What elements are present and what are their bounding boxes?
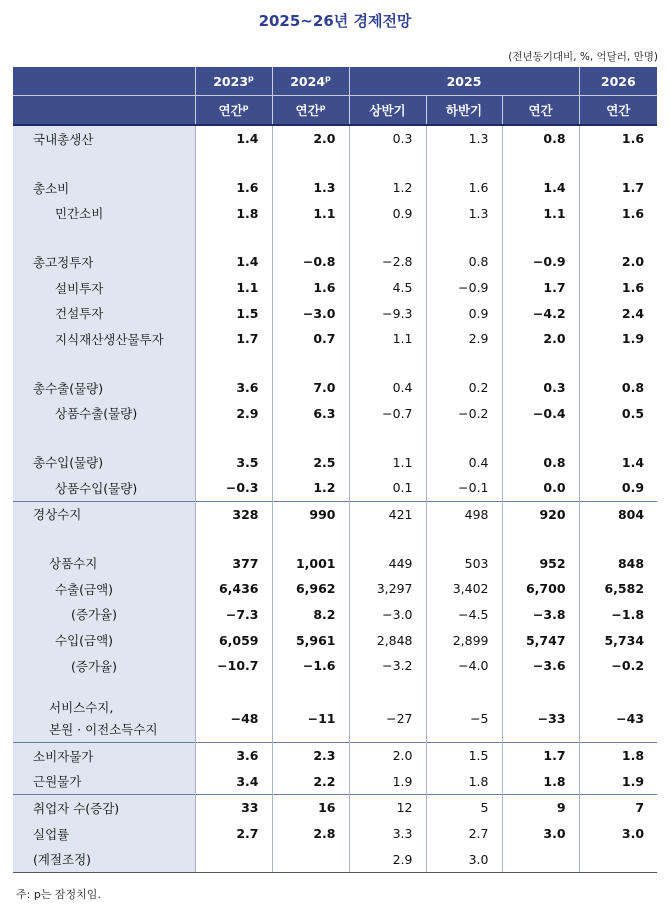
row-label: 설비투자 bbox=[13, 275, 195, 301]
value-cell: 1.7 bbox=[502, 275, 579, 301]
spacer-cell bbox=[579, 426, 657, 449]
value-cell: 0.1 bbox=[349, 475, 426, 501]
value-cell: 2.4 bbox=[579, 300, 657, 326]
row-label: 경상수지 bbox=[13, 501, 195, 527]
value-cell: 804 bbox=[579, 501, 657, 527]
value-cell: 2.0 bbox=[272, 125, 349, 152]
value-cell: 1.3 bbox=[426, 125, 502, 152]
row-label: (증가율) bbox=[13, 653, 195, 679]
value-cell: 1.1 bbox=[349, 449, 426, 475]
header-2024: 2024$^p$ bbox=[272, 67, 349, 96]
value-cell: −3.6 bbox=[502, 653, 579, 679]
header-second-half: 하반기 bbox=[426, 96, 502, 126]
spacer-label-cell bbox=[13, 352, 195, 375]
spacer-cell bbox=[349, 152, 426, 175]
row-label: 상품수출(물량) bbox=[13, 401, 195, 427]
value-cell: 0.8 bbox=[426, 249, 502, 275]
row-label: (계절조정) bbox=[13, 846, 195, 872]
value-cell: 8.2 bbox=[272, 602, 349, 628]
spacer-label-cell bbox=[13, 226, 195, 249]
value-cell: 1.9 bbox=[579, 326, 657, 352]
spacer-cell bbox=[349, 527, 426, 550]
table-row bbox=[13, 200, 657, 226]
row-label: 총소비 bbox=[13, 175, 195, 201]
header-annual-2026: 연간 bbox=[579, 96, 657, 126]
value-cell: −10.7 bbox=[195, 653, 272, 679]
value-cell: 0.3 bbox=[502, 375, 579, 401]
spacer-cell bbox=[272, 426, 349, 449]
value-cell: −3.0 bbox=[272, 300, 349, 326]
value-cell: 7 bbox=[579, 795, 657, 821]
spacer-cell bbox=[579, 226, 657, 249]
header-first-half: 상반기 bbox=[349, 96, 426, 126]
value-cell: 1.4 bbox=[502, 175, 579, 201]
value-cell: 0.5 bbox=[579, 401, 657, 427]
value-cell: 1.7 bbox=[579, 175, 657, 201]
spacer-cell bbox=[272, 352, 349, 375]
table-row bbox=[13, 501, 657, 527]
value-cell: 1.6 bbox=[426, 175, 502, 201]
value-cell: 328 bbox=[195, 501, 272, 527]
value-cell: 3.4 bbox=[195, 768, 272, 794]
value-cell: −11 bbox=[272, 696, 349, 743]
value-cell: 1.2 bbox=[349, 175, 426, 201]
value-cell: −3.2 bbox=[349, 653, 426, 679]
value-cell: 1.6 bbox=[579, 275, 657, 301]
row-label: 국내총생산 bbox=[13, 125, 195, 152]
value-cell: 6,962 bbox=[272, 576, 349, 602]
value-cell: 12 bbox=[349, 795, 426, 821]
row-label: 총수출(물량) bbox=[13, 375, 195, 401]
value-cell: 1.8 bbox=[195, 200, 272, 226]
value-cell: −3.0 bbox=[349, 602, 426, 628]
value-cell: 33 bbox=[195, 795, 272, 821]
spacer-row bbox=[13, 352, 657, 375]
value-cell: 2.8 bbox=[272, 821, 349, 847]
value-cell: −0.8 bbox=[272, 249, 349, 275]
value-cell: 0.3 bbox=[349, 125, 426, 152]
value-cell: 0.0 bbox=[502, 475, 579, 501]
value-cell: 3,297 bbox=[349, 576, 426, 602]
header-2025: 2025 bbox=[349, 67, 579, 96]
table-row bbox=[13, 696, 657, 743]
row-label: (증가율) bbox=[13, 602, 195, 628]
spacer-label-cell bbox=[13, 679, 195, 696]
spacer-cell bbox=[502, 679, 579, 696]
value-cell: 848 bbox=[579, 550, 657, 576]
value-cell: 2,848 bbox=[349, 627, 426, 653]
value-cell: 2.7 bbox=[195, 821, 272, 847]
value-cell: 1.1 bbox=[502, 200, 579, 226]
value-cell: 1.7 bbox=[195, 326, 272, 352]
value-cell: 6,582 bbox=[579, 576, 657, 602]
spacer-cell bbox=[349, 352, 426, 375]
spacer-cell bbox=[195, 352, 272, 375]
value-cell: −0.2 bbox=[579, 653, 657, 679]
value-cell: 3.5 bbox=[195, 449, 272, 475]
value-cell: 1.6 bbox=[195, 175, 272, 201]
value-cell: −0.2 bbox=[426, 401, 502, 427]
value-cell: −33 bbox=[502, 696, 579, 743]
spacer-row bbox=[13, 679, 657, 696]
value-cell: 0.4 bbox=[426, 449, 502, 475]
spacer-row bbox=[13, 527, 657, 550]
unit-note: (전년동기대비, %, 억달러, 만명) bbox=[508, 51, 658, 63]
value-cell: −27 bbox=[349, 696, 426, 743]
spacer-cell bbox=[502, 426, 579, 449]
value-cell: 3.0 bbox=[426, 846, 502, 872]
value-cell: 2.9 bbox=[195, 401, 272, 427]
spacer-cell bbox=[502, 226, 579, 249]
value-cell: 5,734 bbox=[579, 627, 657, 653]
value-cell: 3.0 bbox=[579, 821, 657, 847]
value-cell: −43 bbox=[579, 696, 657, 743]
value-cell: −7.3 bbox=[195, 602, 272, 628]
value-cell: 0.4 bbox=[349, 375, 426, 401]
value-cell: 2.5 bbox=[272, 449, 349, 475]
value-cell: 3.6 bbox=[195, 375, 272, 401]
value-cell: 1.6 bbox=[579, 200, 657, 226]
row-label: 건설투자 bbox=[13, 300, 195, 326]
table-row bbox=[13, 275, 657, 301]
value-cell: −0.9 bbox=[426, 275, 502, 301]
value-cell: 1.1 bbox=[272, 200, 349, 226]
value-cell: 0.9 bbox=[349, 200, 426, 226]
value-cell: 498 bbox=[426, 501, 502, 527]
table-row bbox=[13, 821, 657, 847]
spacer-cell bbox=[426, 426, 502, 449]
value-cell: 3,402 bbox=[426, 576, 502, 602]
spacer-row bbox=[13, 226, 657, 249]
value-cell: −0.7 bbox=[349, 401, 426, 427]
table-row bbox=[13, 249, 657, 275]
value-cell: −0.1 bbox=[426, 475, 502, 501]
value-cell: 3.6 bbox=[195, 742, 272, 768]
spacer-cell bbox=[195, 226, 272, 249]
spacer-cell bbox=[272, 226, 349, 249]
value-cell: 4.5 bbox=[349, 275, 426, 301]
value-cell: 1.3 bbox=[272, 175, 349, 201]
spacer-row bbox=[13, 426, 657, 449]
value-cell: 5,961 bbox=[272, 627, 349, 653]
value-cell: −4.2 bbox=[502, 300, 579, 326]
spacer-cell bbox=[195, 527, 272, 550]
row-label-line2: 본원 · 이전소득수지 bbox=[49, 721, 158, 737]
table-row bbox=[13, 401, 657, 427]
table-row bbox=[13, 300, 657, 326]
header-annual-2024: 연간$^p$ bbox=[272, 96, 349, 126]
row-label: 실업률 bbox=[13, 821, 195, 847]
spacer-cell bbox=[426, 152, 502, 175]
spacer-cell bbox=[579, 679, 657, 696]
value-cell: 952 bbox=[502, 550, 579, 576]
row-label: 상품수입(물량) bbox=[13, 475, 195, 501]
value-cell: 1.9 bbox=[579, 768, 657, 794]
value-cell: 2,899 bbox=[426, 627, 502, 653]
spacer-cell bbox=[349, 226, 426, 249]
spacer-cell bbox=[579, 152, 657, 175]
table-row bbox=[13, 550, 657, 576]
value-cell: 2.9 bbox=[426, 326, 502, 352]
header-2023: 2023$^p$ bbox=[195, 67, 272, 96]
value-cell: 1.3 bbox=[426, 200, 502, 226]
value-cell: 0.8 bbox=[579, 375, 657, 401]
value-cell: −2.8 bbox=[349, 249, 426, 275]
row-label: 수입(금액) bbox=[13, 627, 195, 653]
value-cell bbox=[579, 846, 657, 872]
value-cell bbox=[195, 846, 272, 872]
value-cell: 0.9 bbox=[579, 475, 657, 501]
value-cell: −0.4 bbox=[502, 401, 579, 427]
spacer-label-cell bbox=[13, 426, 195, 449]
row-label: 민간소비 bbox=[13, 200, 195, 226]
page-title: 2025~26년 경제전망 bbox=[258, 12, 412, 30]
value-cell: 1.7 bbox=[502, 742, 579, 768]
value-cell: −1.6 bbox=[272, 653, 349, 679]
value-cell: −48 bbox=[195, 696, 272, 743]
row-label: 근원물가 bbox=[13, 768, 195, 794]
spacer-label-cell bbox=[13, 527, 195, 550]
economic-forecast-table bbox=[13, 67, 657, 873]
value-cell: 1.1 bbox=[195, 275, 272, 301]
spacer-label-cell bbox=[13, 152, 195, 175]
value-cell: −0.3 bbox=[195, 475, 272, 501]
table-row bbox=[13, 326, 657, 352]
value-cell: 1.8 bbox=[426, 768, 502, 794]
value-cell: 6,059 bbox=[195, 627, 272, 653]
value-cell: 0.2 bbox=[426, 375, 502, 401]
value-cell: 1.8 bbox=[579, 742, 657, 768]
value-cell: −1.8 bbox=[579, 602, 657, 628]
spacer-cell bbox=[502, 527, 579, 550]
row-label-line1: 서비스수지, bbox=[49, 699, 114, 715]
value-cell: 1.1 bbox=[349, 326, 426, 352]
value-cell: 1.6 bbox=[272, 275, 349, 301]
value-cell: 9 bbox=[502, 795, 579, 821]
table-row bbox=[13, 768, 657, 794]
value-cell: −5 bbox=[426, 696, 502, 743]
spacer-row bbox=[13, 152, 657, 175]
value-cell: 421 bbox=[349, 501, 426, 527]
value-cell: 1.4 bbox=[195, 249, 272, 275]
value-cell: 377 bbox=[195, 550, 272, 576]
value-cell: −4.0 bbox=[426, 653, 502, 679]
header-2026: 2026 bbox=[579, 67, 657, 96]
row-label: 수출(금액) bbox=[13, 576, 195, 602]
value-cell: 5,747 bbox=[502, 627, 579, 653]
row-label: 상품수지 bbox=[13, 550, 195, 576]
value-cell: 990 bbox=[272, 501, 349, 527]
spacer-cell bbox=[579, 352, 657, 375]
value-cell: 7.0 bbox=[272, 375, 349, 401]
table-row bbox=[13, 375, 657, 401]
value-cell: 6,436 bbox=[195, 576, 272, 602]
row-label: 취업자 수(증감) bbox=[13, 795, 195, 821]
spacer-cell bbox=[272, 527, 349, 550]
value-cell bbox=[272, 846, 349, 872]
value-cell: −3.8 bbox=[502, 602, 579, 628]
row-label: 소비자물가 bbox=[13, 742, 195, 768]
table-row bbox=[13, 795, 657, 821]
row-label: 지식재산생산물투자 bbox=[13, 326, 195, 352]
value-cell: 0.7 bbox=[272, 326, 349, 352]
value-cell: −9.3 bbox=[349, 300, 426, 326]
row-label bbox=[13, 696, 195, 743]
header-annual-2023: 연간$^p$ bbox=[195, 96, 272, 126]
value-cell: 503 bbox=[426, 550, 502, 576]
value-cell: 2.9 bbox=[349, 846, 426, 872]
value-cell: 16 bbox=[272, 795, 349, 821]
spacer-cell bbox=[426, 679, 502, 696]
table-row bbox=[13, 602, 657, 628]
value-cell: 0.8 bbox=[502, 125, 579, 152]
spacer-cell bbox=[349, 679, 426, 696]
table-row bbox=[13, 175, 657, 201]
table-row bbox=[13, 449, 657, 475]
value-cell: 1.4 bbox=[195, 125, 272, 152]
value-cell: 2.3 bbox=[272, 742, 349, 768]
value-cell: 2.0 bbox=[579, 249, 657, 275]
value-cell: 2.0 bbox=[502, 326, 579, 352]
spacer-cell bbox=[579, 527, 657, 550]
value-cell: 0.9 bbox=[426, 300, 502, 326]
spacer-cell bbox=[272, 152, 349, 175]
value-cell: 1.6 bbox=[579, 125, 657, 152]
spacer-cell bbox=[272, 679, 349, 696]
value-cell: 1.9 bbox=[349, 768, 426, 794]
header-blank-2 bbox=[13, 96, 195, 126]
table-row bbox=[13, 653, 657, 679]
row-label: 총수입(물량) bbox=[13, 449, 195, 475]
header-annual-2025: 연간 bbox=[502, 96, 579, 126]
value-cell: 1.4 bbox=[579, 449, 657, 475]
value-cell bbox=[502, 846, 579, 872]
value-cell: −4.5 bbox=[426, 602, 502, 628]
spacer-cell bbox=[195, 152, 272, 175]
spacer-cell bbox=[502, 152, 579, 175]
table-row bbox=[13, 846, 657, 872]
value-cell: 0.8 bbox=[502, 449, 579, 475]
value-cell: 2.7 bbox=[426, 821, 502, 847]
table-row bbox=[13, 475, 657, 501]
value-cell: 1.8 bbox=[502, 768, 579, 794]
spacer-cell bbox=[502, 352, 579, 375]
value-cell: −0.9 bbox=[502, 249, 579, 275]
value-cell: 3.3 bbox=[349, 821, 426, 847]
table-row bbox=[13, 576, 657, 602]
spacer-cell bbox=[195, 426, 272, 449]
spacer-cell bbox=[426, 352, 502, 375]
footnote: 주: p는 잠정치임. bbox=[16, 888, 101, 901]
value-cell: 5 bbox=[426, 795, 502, 821]
value-cell: 920 bbox=[502, 501, 579, 527]
value-cell: 3.0 bbox=[502, 821, 579, 847]
value-cell: 2.2 bbox=[272, 768, 349, 794]
value-cell: 6.3 bbox=[272, 401, 349, 427]
spacer-cell bbox=[426, 527, 502, 550]
value-cell: 6,700 bbox=[502, 576, 579, 602]
value-cell: 449 bbox=[349, 550, 426, 576]
value-cell: 1,001 bbox=[272, 550, 349, 576]
value-cell: 1.5 bbox=[426, 742, 502, 768]
spacer-cell bbox=[195, 679, 272, 696]
table-row bbox=[13, 742, 657, 768]
header-blank bbox=[13, 67, 195, 96]
row-label: 총고정투자 bbox=[13, 249, 195, 275]
value-cell: 2.0 bbox=[349, 742, 426, 768]
value-cell: 1.2 bbox=[272, 475, 349, 501]
spacer-cell bbox=[349, 426, 426, 449]
table-row bbox=[13, 125, 657, 152]
spacer-cell bbox=[426, 226, 502, 249]
table-row bbox=[13, 627, 657, 653]
value-cell: 1.5 bbox=[195, 300, 272, 326]
